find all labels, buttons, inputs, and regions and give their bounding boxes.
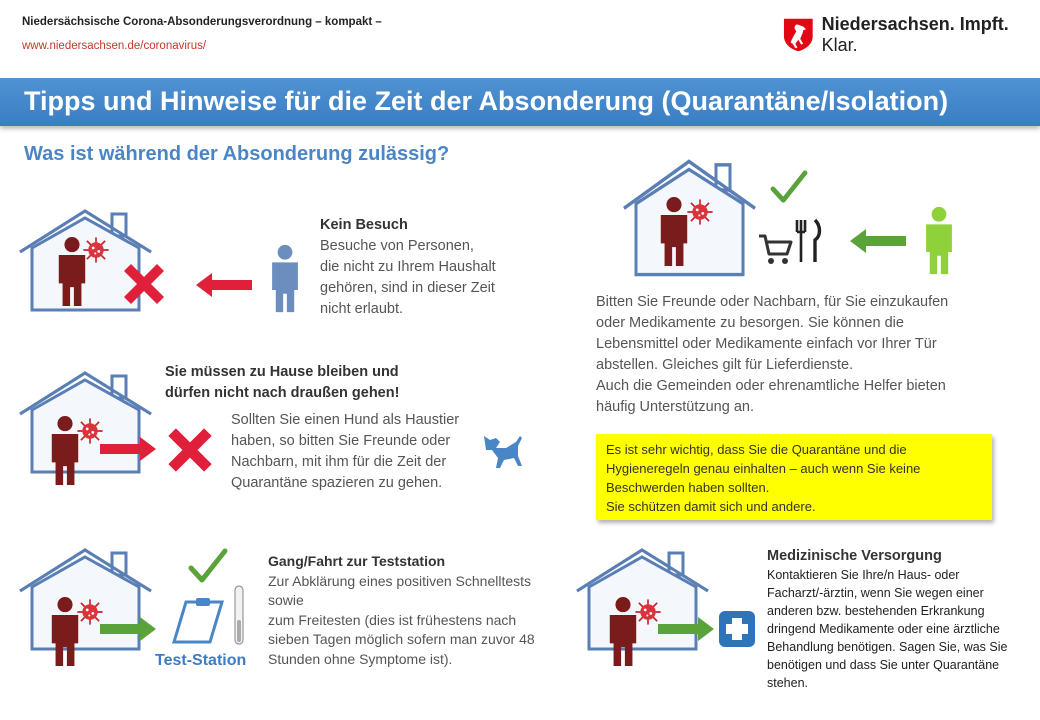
section-test-station: Gang/Fahrt zur Teststation Zur Abklärung eines positiven Schnelltests sowie zum Freitesten (dies ist frühestens nach sieben Tagen möglich sofern man zuvor 48 Stunden ohne Symptome ist). [268,553,535,667]
dog-icon [480,432,526,470]
arrow-right-icon [100,616,156,642]
test-station-label: Test-Station [155,652,247,669]
clipboard-icon [172,598,226,644]
arrow-left-icon [196,272,252,298]
brand-text: Niedersachsen. Impft. Klar. [821,14,1009,55]
virus-icon [686,198,714,226]
arrow-right-icon [658,616,714,642]
section-no-visit: Kein Besuch Besuche von Personen, die nicht zu Ihrem Haushalt gehören, sind in dieser Zeit nicht erlaubt. [320,217,496,317]
page-subtitle: Was ist während der Absonderung zulässig? [24,143,450,165]
arrow-left-icon [850,228,906,254]
brand-logo [783,14,1040,56]
virus-icon [82,236,110,264]
checkmark-icon [188,548,228,584]
shopping-cart-icon [757,232,793,266]
person-visitor-icon [268,244,302,314]
important-note: Es ist sehr wichtig, dass Sie die Quarantäne und die Hygieneregeln genau einhalten – auch wenn Sie keine Beschwerden haben sollten. Sie schützen damit sich und andere. [596,434,992,520]
section-shopping-help: Bitten Sie Freunde oder Nachbarn, für Sie einzukaufen oder Medikamente zu besorgen. Sie können die Lebensmittel oder Medikamente einfach vor Ihrer Tür abstellen. Gleiches gilt für Lieferdienste. Auch die Gemeinden oder ehrenamtliche Helfer bieten häufig Unterstützung an. [596,294,949,415]
fork-knife-icon [793,218,823,264]
title-banner [0,78,1040,126]
cross-icon [164,424,216,476]
section-stay-home-text: Sollten Sie einen Hund als Haustier haben, so bitten Sie Freunde oder Nachbarn, mit ihm für die Zeit der Quarantäne spazieren zu gehen. [231,412,460,491]
cross-icon [120,260,168,308]
checkmark-icon [770,170,808,204]
header-title: Niedersächsische Corona-Absonderungsverordnung – kompakt – [22,16,382,28]
medical-cross-icon [718,610,756,648]
header-url[interactable]: www.niedersachsen.de/coronavirus/ [22,40,207,52]
test-swab-icon [232,584,246,648]
person-helper-icon [922,206,956,276]
arrow-right-icon [100,436,156,462]
banner-title: Tipps und Hinweise für die Zeit der Absonderung (Quarantäne/Isolation) [24,86,949,116]
section-medical-care: Medizinische Versorgung Kontaktieren Sie Ihre/n Haus- oder Facharzt/-ärztin, wenn Sie wegen einer anderen bzw. bestehenden Erkrankung dringend Medikamente oder eine ärztliche Behandlung benötigen. Sagen Sie, was Sie benötigen und dass Sie unter Quarantäne stehen. [767,548,1008,690]
horse-crest-icon [783,17,814,53]
section-stay-home-heading: Sie müssen zu Hause bleiben und dürfen nicht nach draußen gehen! [165,364,400,401]
